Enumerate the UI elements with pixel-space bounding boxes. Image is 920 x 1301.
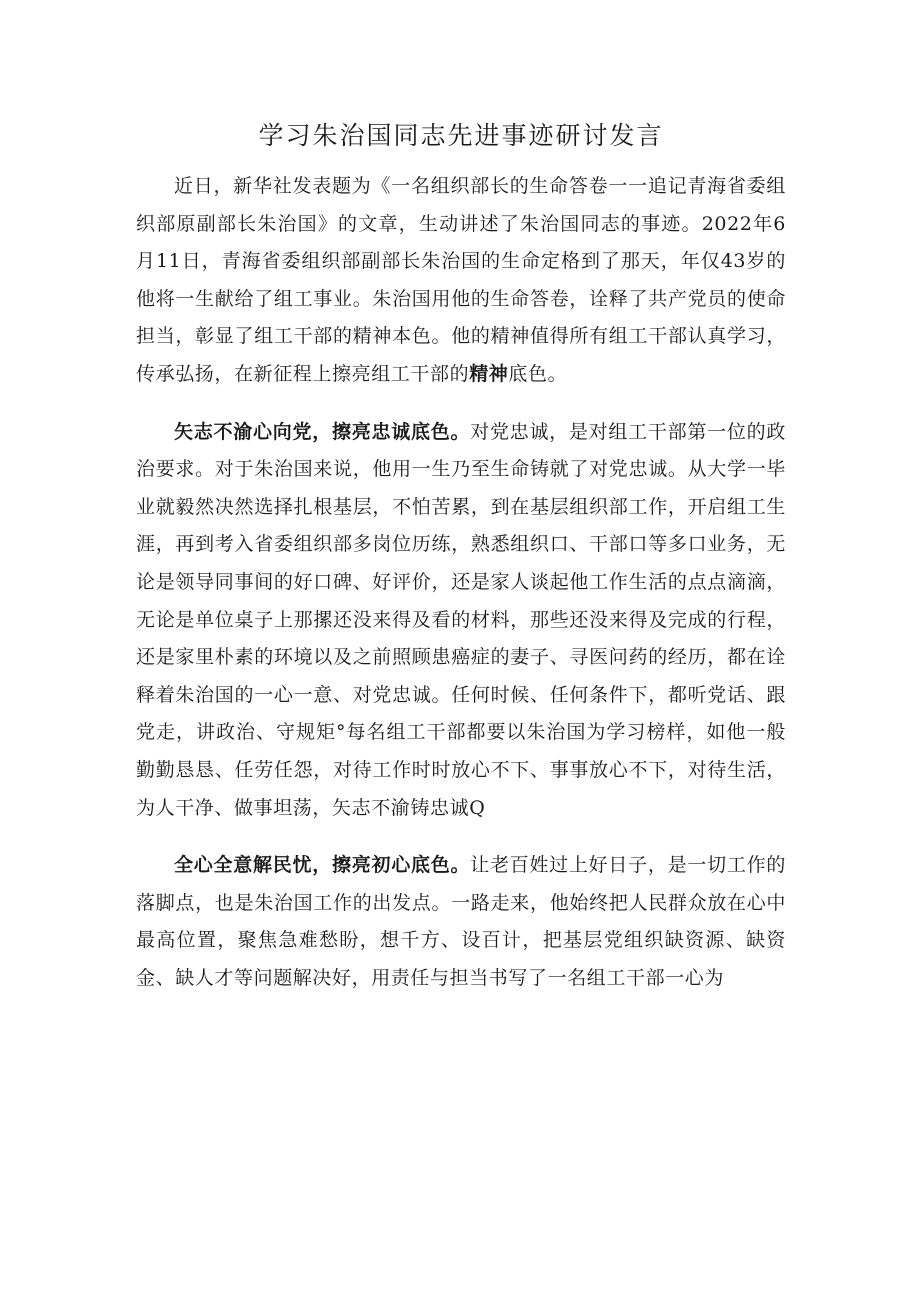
paragraph-text: 对党忠诚，是对组工干部第一位的政治要求。对于朱治国来说，他用一生乃至生命铸就了对党忠诚。从大学一毕业就毅然决然选择扎根基层，不怕苦累，到在基层组织部工作，开启组工生涯，再到考入省委组织部多岗位历练，熟悉组织口、干部口等多口业务，无论是领导同事间的好口碑、好评价，还是家人谈起他工作生活的点点滴滴，无论是单位桌子上那摞还没来得及看的材料，那些还没来得及完成的行程，还是家里朴素的环境以及之前照顾患癌症的妻子、寻医问药的经历，都在诠释着朱治国的一心一意、对党忠诚。任何时候、任何条件下，都听党话、跟党走，讲政治、守规矩°每名组工干部都要以朱治国为学习榜样，如他一般勤勤恳恳、任劳任怨，对待工作时时放心不下、事事放心不下，对待生活，为人干净、做事坦荡，矢志不渝铸忠诚Q [136,420,786,819]
paragraph-lead: 矢志不渝心向党，擦亮忠诚底色。 [174,420,471,443]
document-title: 学习朱治国同志先进事迹研讨发言 [258,121,664,150]
paragraph-loyalty [136,414,786,828]
paragraph-intro [136,168,786,394]
paragraph-bold-inline: 精神 [469,362,509,385]
paragraph-text-tail: 底色。 [508,362,568,385]
paragraph-people [136,847,786,997]
paragraph-lead: 全心全意解民忧，擦亮初心底色。 [174,854,471,877]
paragraph-text: 让老百姓过上好日子，是一切工作的落脚点，也是朱治国工作的出发点。一路走来，他始终把人民群众放在心中最高位置，聚焦急难愁盼，想千方、设百计，把基层党组织缺资源、缺资金、缺人才等问题解决好，用责任与担当书写了一名组工干部一心为 [136,854,786,989]
paragraph-text: 近日，新华社发表题为《一名组织部长的生命答卷一一追记青海省委组织部原副部长朱治国》的文章，生动讲述了朱治国同志的事迹。2022年6月11日，青海省委组织部副部长朱治国的生命定格到了那天，年仅43岁的他将一生献给了组工事业。朱治国用他的生命答卷，诠释了共产党员的使命担当，彰显了组工干部的精神本色。他的精神值得所有组工干部认真学习，传承弘扬，在新征程上擦亮组工干部的 [136,175,786,385]
document-content [136,168,786,997]
